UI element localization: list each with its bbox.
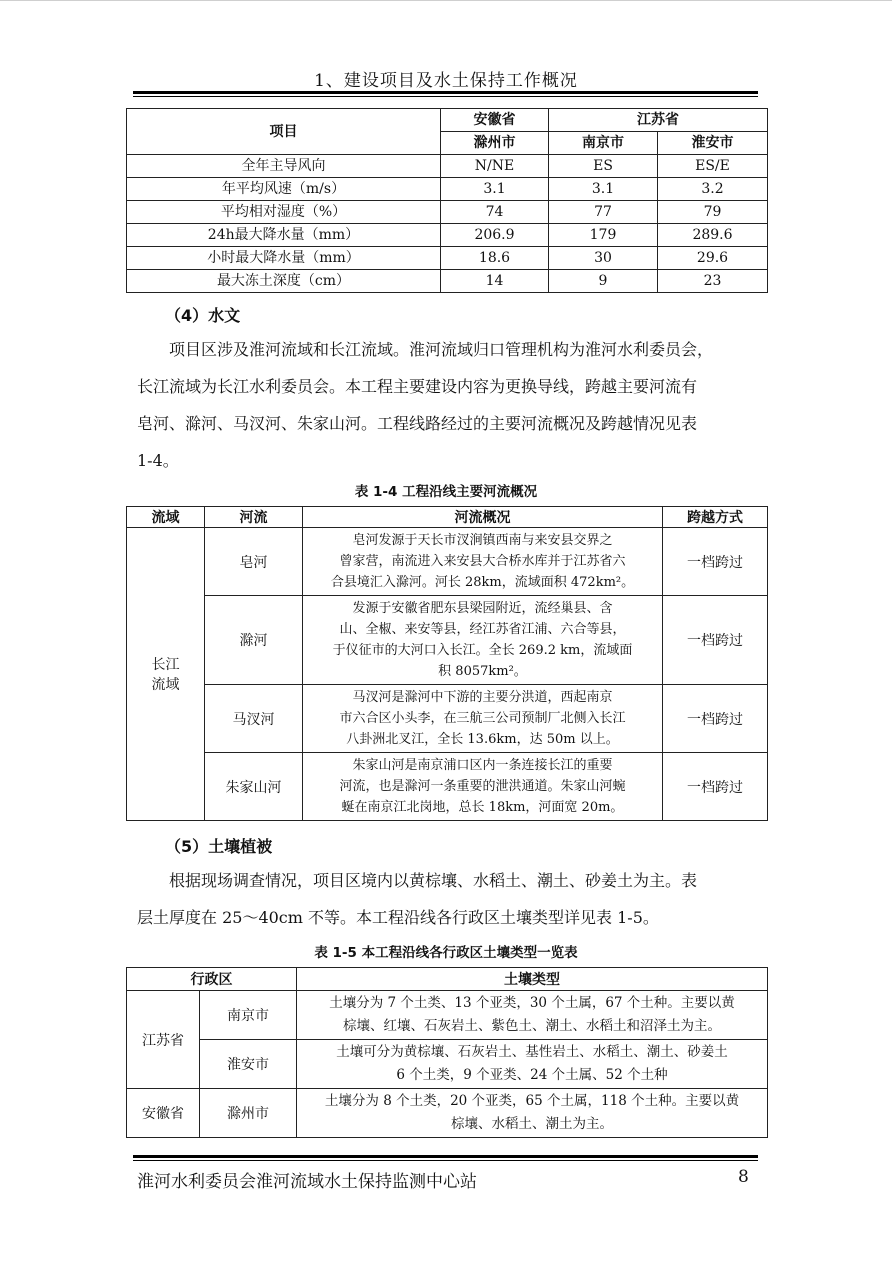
crossing-method: 一档跨过	[663, 753, 768, 821]
footer-rule-thin	[133, 1160, 758, 1161]
city-cell: 淮安市	[200, 1040, 297, 1089]
hydrology-paragraph	[137, 331, 767, 479]
river-name: 朱家山河	[205, 753, 303, 821]
table-row	[127, 1089, 768, 1138]
table-row	[127, 596, 768, 685]
crossing-method: 一档跨过	[663, 596, 768, 685]
section-heading-hydrology: （4）水文	[165, 306, 241, 325]
desc-line: 合县境汇入滁河。河长 28km，流域面积 472km²。	[330, 575, 635, 590]
soil-description	[297, 991, 768, 1040]
page-header-title: 1、建设项目及水土保持工作概况	[314, 71, 578, 91]
soil-paragraph	[137, 862, 767, 936]
page-number: 8	[738, 1167, 749, 1187]
province-cell: 江苏省	[127, 991, 200, 1089]
table5-caption: 表 1-5 本工程沿线各行政区土壤类型一览表	[314, 945, 578, 961]
climate-row	[127, 224, 768, 247]
river-description	[303, 685, 663, 753]
climate-value: 206.9	[441, 224, 549, 247]
climate-value: 9	[549, 270, 658, 293]
rivers-header-overview: 河流概况	[303, 507, 663, 528]
table-row	[127, 685, 768, 753]
crossing-method: 一档跨过	[663, 528, 768, 596]
paragraph-line: 根据现场调查情况，项目区境内以黄棕壤、水稻土、潮土、砂姜土为主。表	[169, 871, 698, 890]
desc-line: 发源于安徽省肥东县梁园附近，流经巢县、含	[352, 601, 613, 616]
desc-line: 于仪征市的大河口入长江。全长 269.2 km，流域面	[332, 643, 633, 658]
province-anhui-header: 安徽省	[441, 109, 549, 132]
climate-row-label: 全年主导风向	[127, 155, 441, 178]
city-cell: 滁州市	[200, 1089, 297, 1138]
desc-line: 积 8057km²。	[438, 664, 527, 679]
climate-value: 30	[549, 247, 658, 270]
desc-line: 皂河发源于天长市汊涧镇西南与来安县交界之	[352, 533, 613, 548]
desc-line: 6 个土类，9 个亚类、24 个土属、52 个土种	[396, 1067, 668, 1083]
city-header-nanjing: 南京市	[549, 132, 658, 155]
paragraph-line: 1-4。	[137, 451, 179, 470]
desc-line: 山、全椒、来安等县，经江苏省江浦、六合等县，	[339, 622, 626, 637]
desc-line: 马汊河是滁河中下游的主要分洪道，西起南京	[352, 690, 613, 705]
table4-caption: 表 1-4 工程沿线主要河流概况	[354, 484, 538, 500]
basin-line: 流域	[151, 677, 180, 693]
climate-value: 14	[441, 270, 549, 293]
desc-line: 市六合区小头李，在三航三公司预制厂北侧入长江	[339, 711, 626, 726]
desc-line: 河流，也是滁河一条重要的泄洪通道。朱家山河蜿	[339, 779, 626, 794]
paragraph-line: 项目区涉及淮河流域和长江流域。淮河流域归口管理机构为淮河水利委员会，	[169, 340, 714, 359]
page-top-border	[0, 0, 892, 1]
soil-table	[126, 967, 768, 1138]
desc-line: 棕壤、水稻土、潮土为主。	[451, 1116, 613, 1132]
river-description	[303, 753, 663, 821]
climate-row	[127, 201, 768, 224]
river-description	[303, 528, 663, 596]
desc-line: 曾家营，南流进入来安县大合桥水库并于江苏省六	[339, 554, 626, 569]
soil-header-type: 土壤类型	[297, 968, 768, 991]
rivers-table	[126, 506, 768, 821]
climate-value: ES/E	[658, 155, 768, 178]
climate-value: N/NE	[441, 155, 549, 178]
paragraph-line: 皂河、滁河、马汊河、朱家山河。工程线路经过的主要河流概况及跨越情况见表	[137, 414, 698, 433]
river-description	[303, 596, 663, 685]
soil-description	[297, 1040, 768, 1089]
table-row	[127, 991, 768, 1040]
city-header-chuzhou: 滁州市	[441, 132, 549, 155]
climate-row	[127, 270, 768, 293]
header-rule-thick	[133, 91, 758, 94]
river-name: 皂河	[205, 528, 303, 596]
desc-line: 八卦洲北叉江，全长 13.6km，达 50m 以上。	[346, 732, 619, 747]
climate-value: 79	[658, 201, 768, 224]
desc-line: 朱家山河是南京浦口区内一条连接长江的重要	[352, 758, 613, 773]
soil-description	[297, 1089, 768, 1138]
section-heading-soil: （5）土壤植被	[165, 837, 273, 856]
rivers-header-river: 河流	[205, 507, 303, 528]
rivers-header-basin: 流域	[127, 507, 205, 528]
desc-line: 棕壤、红壤、石灰岩土、紫色土、潮土、水稻土和沼泽土为主。	[343, 1018, 721, 1034]
climate-value: 23	[658, 270, 768, 293]
climate-value: 77	[549, 201, 658, 224]
table-row	[127, 528, 768, 596]
climate-value: 289.6	[658, 224, 768, 247]
desc-line: 土壤分为 8 个土类，20 个亚类，65 个土属，118 个土种。主要以黄	[324, 1093, 740, 1109]
climate-value: 18.6	[441, 247, 549, 270]
table-row	[127, 753, 768, 821]
climate-value: ES	[549, 155, 658, 178]
river-name: 滁河	[205, 596, 303, 685]
province-cell: 安徽省	[127, 1089, 200, 1138]
climate-row	[127, 247, 768, 270]
climate-value: 3.1	[549, 178, 658, 201]
table-row	[127, 1040, 768, 1089]
river-name: 马汊河	[205, 685, 303, 753]
climate-row-label: 24h最大降水量（mm）	[127, 224, 441, 247]
rivers-header-crossing: 跨越方式	[663, 507, 768, 528]
climate-row-label: 小时最大降水量（mm）	[127, 247, 441, 270]
climate-value: 3.1	[441, 178, 549, 201]
climate-table	[126, 108, 768, 293]
climate-row-label: 年平均风速（m/s）	[127, 178, 441, 201]
climate-row	[127, 178, 768, 201]
basin-line: 长江	[151, 657, 180, 673]
header-rule-thin	[133, 96, 758, 97]
paragraph-line: 层土厚度在 25～40cm 不等。本工程沿线各行政区土壤类型详见表 1-5。	[137, 908, 659, 927]
climate-row-label: 最大冻土深度（cm）	[127, 270, 441, 293]
footer-rule-thick	[133, 1155, 758, 1158]
soil-header-region: 行政区	[127, 968, 297, 991]
footer-organization: 淮河水利委员会淮河流域水土保持监测中心站	[137, 1172, 477, 1192]
climate-row-label: 平均相对湿度（%）	[127, 201, 441, 224]
paragraph-line: 长江流域为长江水利委员会。本工程主要建设内容为更换导线，跨越主要河流有	[137, 377, 698, 396]
climate-value: 179	[549, 224, 658, 247]
city-cell: 南京市	[200, 991, 297, 1040]
basin-cell	[127, 528, 205, 821]
climate-item-header: 项目	[127, 109, 441, 155]
desc-line: 土壤可分为黄棕壤、石灰岩土、基性岩土、水稻土、潮土、砂姜土	[336, 1044, 728, 1060]
city-header-huaian: 淮安市	[658, 132, 768, 155]
climate-value: 3.2	[658, 178, 768, 201]
desc-line: 蜒在南京江北岗地，总长 18km，河面宽 20m。	[341, 800, 624, 815]
climate-value: 74	[441, 201, 549, 224]
climate-row	[127, 155, 768, 178]
climate-value: 29.6	[658, 247, 768, 270]
desc-line: 土壤分为 7 个土类、13 个亚类，30 个土属，67 个土种。主要以黄	[329, 995, 735, 1011]
crossing-method: 一档跨过	[663, 685, 768, 753]
province-jiangsu-header: 江苏省	[549, 109, 768, 132]
